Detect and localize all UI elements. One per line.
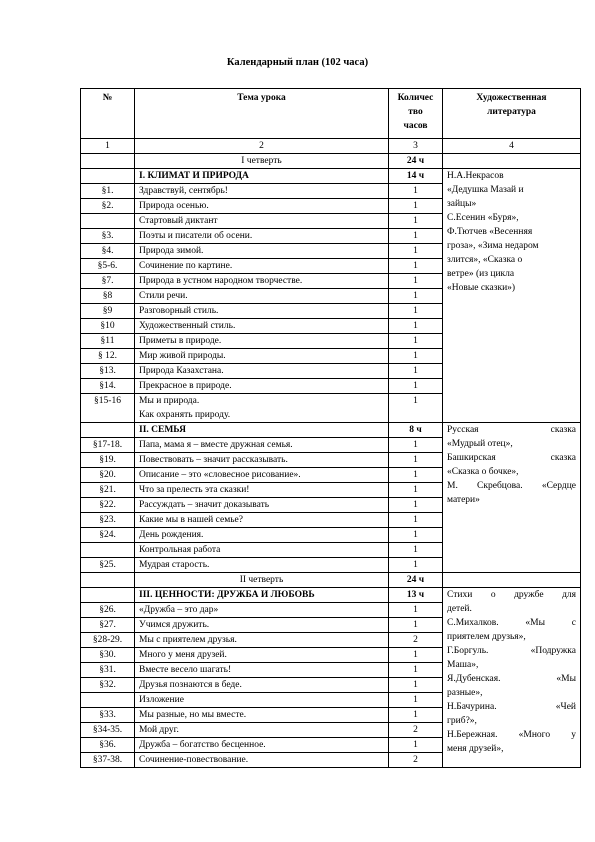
lesson-topic-cell xyxy=(135,663,389,678)
literature-word: «Сказка о бочке», xyxy=(447,467,519,477)
lesson-hours: 1 xyxy=(389,483,443,498)
lesson-hours: 2 xyxy=(389,753,443,768)
header-hours xyxy=(389,89,443,139)
literature-line xyxy=(447,714,576,728)
lesson-topic: Что за прелесть эта сказки! xyxy=(139,485,250,495)
lesson-hours: 1 xyxy=(389,678,443,693)
lesson-topic: Стартовый диктант xyxy=(139,216,218,226)
lesson-topic: Много у меня друзей. xyxy=(139,650,227,660)
literature-word: Русская xyxy=(447,425,479,435)
lesson-number: §7. xyxy=(81,274,135,289)
lesson-number: §32. xyxy=(81,678,135,693)
literature-line: «Новые сказки») xyxy=(447,283,516,293)
lesson-topic: Друзья познаются в беде. xyxy=(139,680,242,690)
section-row xyxy=(81,423,581,438)
lesson-topic-cell xyxy=(135,738,389,753)
literature-word: Маша», xyxy=(447,660,479,670)
lesson-topic: Разговорный стиль. xyxy=(139,306,219,316)
lesson-number: §25. xyxy=(81,558,135,573)
lesson-topic: «Дружба – это дар» xyxy=(139,605,219,615)
lesson-hours: 1 xyxy=(389,184,443,199)
section-num-cell xyxy=(81,423,135,438)
literature-line xyxy=(447,493,576,507)
literature-word: приятелем друзья», xyxy=(447,632,526,642)
section-title: III. ЦЕННОСТИ: ДРУЖБА И ЛЮБОВЬ xyxy=(135,588,389,603)
lesson-number: §20. xyxy=(81,468,135,483)
header-literature-line: Художественная xyxy=(476,93,547,103)
section-row xyxy=(81,588,581,603)
quarter-hours: 24 ч xyxy=(389,154,443,169)
lesson-hours: 1 xyxy=(389,498,443,513)
lesson-topic: Художественный стиль. xyxy=(139,321,236,331)
lesson-topic-cell xyxy=(135,259,389,274)
lesson-topic: Изложение xyxy=(139,695,184,705)
lesson-topic: Мы и природа. xyxy=(139,396,200,406)
literature-line xyxy=(447,686,576,700)
lesson-number: §34-35. xyxy=(81,723,135,738)
literature-line xyxy=(447,588,576,602)
lesson-number xyxy=(81,693,135,708)
literature-word: сказка xyxy=(550,425,576,435)
lesson-number: §23. xyxy=(81,513,135,528)
lesson-hours: 1 xyxy=(389,199,443,214)
literature-line xyxy=(447,742,576,756)
lesson-number xyxy=(81,543,135,558)
lesson-topic: Мы разные, но мы вместе. xyxy=(139,710,247,720)
lesson-hours: 1 xyxy=(389,513,443,528)
literature-word: меня друзей», xyxy=(447,744,504,754)
lesson-hours: 1 xyxy=(389,319,443,334)
lesson-hours: 1 xyxy=(389,364,443,379)
lesson-hours: 1 xyxy=(389,394,443,423)
lesson-number: §14. xyxy=(81,379,135,394)
lesson-topic-cell xyxy=(135,184,389,199)
lesson-topic-cell xyxy=(135,229,389,244)
lesson-hours: 1 xyxy=(389,453,443,468)
header-hours-line: Количес xyxy=(397,93,434,103)
lesson-number: §15-16 xyxy=(81,394,135,423)
header-literature xyxy=(443,89,581,139)
calendar-plan-table xyxy=(80,88,581,768)
literature-word: «Мы xyxy=(525,618,546,628)
lesson-topic-cell xyxy=(135,334,389,349)
lesson-topic: Контрольная работа xyxy=(139,545,221,555)
lesson-topic: Природа зимой. xyxy=(139,246,204,256)
section-hours: 13 ч xyxy=(389,588,443,603)
lesson-topic-cell xyxy=(135,618,389,633)
column-number: 4 xyxy=(443,139,581,154)
literature-line: зайцы» xyxy=(447,199,477,209)
lesson-topic: День рождения. xyxy=(139,530,204,540)
lesson-number: §17-18. xyxy=(81,438,135,453)
lesson-topic: Мы с приятелем друзья. xyxy=(139,635,237,645)
lesson-hours: 1 xyxy=(389,214,443,229)
lesson-topic: Стили речи. xyxy=(139,291,188,301)
literature-line: ветре» (из цикла xyxy=(447,269,515,279)
lesson-hours: 1 xyxy=(389,438,443,453)
lesson-topic: Сочинение-повествование. xyxy=(139,755,249,765)
literature-line xyxy=(447,423,576,437)
lesson-topic-cell xyxy=(135,244,389,259)
lesson-hours: 1 xyxy=(389,693,443,708)
literature-word: разные», xyxy=(447,688,483,698)
lesson-hours: 2 xyxy=(389,633,443,648)
literature-word: Г.Боргуль. xyxy=(447,646,489,656)
lesson-topic: Сочинение по картине. xyxy=(139,261,233,271)
lesson-number: §10 xyxy=(81,319,135,334)
literature-word: «Мудрый отец», xyxy=(447,439,513,449)
lesson-topic: Природа осенью. xyxy=(139,201,209,211)
literature-line xyxy=(447,465,576,479)
literature-word: «Много xyxy=(518,730,551,740)
literature-line: «Дедушка Мазай и xyxy=(447,185,524,195)
lesson-topic-cell xyxy=(135,633,389,648)
lesson-topic-cell xyxy=(135,438,389,453)
lesson-number: §13. xyxy=(81,364,135,379)
literature-cell xyxy=(443,423,581,573)
literature-word: Скребцова. xyxy=(477,481,523,491)
lesson-hours: 1 xyxy=(389,244,443,259)
literature-word: гриб?», xyxy=(447,716,477,726)
header-literature-line: литература xyxy=(487,107,536,117)
lesson-hours: 1 xyxy=(389,663,443,678)
literature-line: злится», «Сказка о xyxy=(447,255,523,265)
lesson-topic-cell xyxy=(135,274,389,289)
lesson-topic-cell xyxy=(135,319,389,334)
lesson-hours: 1 xyxy=(389,738,443,753)
quarter-row xyxy=(81,154,581,169)
lesson-topic: Вместе весело шагать! xyxy=(139,665,232,675)
lesson-topic: Повествовать – значит рассказывать. xyxy=(139,455,288,465)
section-hours: 14 ч xyxy=(389,169,443,184)
page-title: Календарный план (102 часа) xyxy=(226,57,369,68)
lesson-hours: 1 xyxy=(389,618,443,633)
lesson-topic: Здравствуй, сентябрь! xyxy=(139,186,228,196)
lesson-topic: Учимся дружить. xyxy=(139,620,210,630)
lesson-number: §2. xyxy=(81,199,135,214)
lesson-number: §4. xyxy=(81,244,135,259)
lesson-hours: 1 xyxy=(389,334,443,349)
lesson-topic: Дружба – богатство бесценное. xyxy=(139,740,266,750)
lesson-topic-cell xyxy=(135,214,389,229)
quarter-num-cell xyxy=(81,154,135,169)
lesson-topic-cell xyxy=(135,693,389,708)
lesson-topic-cell xyxy=(135,304,389,319)
lesson-number: §3. xyxy=(81,229,135,244)
lesson-number: §37-38. xyxy=(81,753,135,768)
lesson-topic-cell xyxy=(135,558,389,573)
literature-word: матери» xyxy=(447,495,480,505)
literature-line xyxy=(447,630,576,644)
header-hours-line: тво xyxy=(408,107,423,117)
lesson-number: §31. xyxy=(81,663,135,678)
lesson-topic-cell xyxy=(135,723,389,738)
column-number-row xyxy=(81,139,581,154)
literature-word: Башкирская xyxy=(447,453,496,463)
literature-word: у xyxy=(571,730,576,740)
table-body xyxy=(81,89,581,768)
lesson-number: §28-29. xyxy=(81,633,135,648)
lesson-number: §8 xyxy=(81,289,135,304)
section-title: I. КЛИМАТ И ПРИРОДА xyxy=(135,169,389,184)
lesson-hours: 1 xyxy=(389,379,443,394)
lesson-number: §21. xyxy=(81,483,135,498)
quarter-literature-cell xyxy=(443,154,581,169)
literature-line: Ф.Тютчев «Весенняя xyxy=(447,227,533,237)
lesson-topic: Природа в устном народном творчестве. xyxy=(139,276,303,286)
lesson-topic-cell xyxy=(135,603,389,618)
lesson-hours: 1 xyxy=(389,289,443,304)
lesson-topic: Мудрая старость. xyxy=(139,560,210,570)
lesson-hours: 1 xyxy=(389,558,443,573)
lesson-topic-cell xyxy=(135,364,389,379)
lesson-hours: 1 xyxy=(389,349,443,364)
literature-line: Н.А.Некрасов xyxy=(447,171,504,181)
lesson-number: §9 xyxy=(81,304,135,319)
lesson-number: §33. xyxy=(81,708,135,723)
column-number: 2 xyxy=(135,139,389,154)
literature-word: Стихи xyxy=(447,590,473,600)
section-num-cell xyxy=(81,588,135,603)
literature-line xyxy=(447,602,576,616)
quarter-row xyxy=(81,573,581,588)
literature-word: Я.Дубенская. xyxy=(447,674,501,684)
lesson-topic-cell xyxy=(135,648,389,663)
lesson-topic-cell xyxy=(135,678,389,693)
lesson-number: §27. xyxy=(81,618,135,633)
lesson-topic-cell xyxy=(135,708,389,723)
lesson-hours: 1 xyxy=(389,603,443,618)
section-num-cell xyxy=(81,169,135,184)
lesson-topic-cell xyxy=(135,513,389,528)
lesson-hours: 1 xyxy=(389,528,443,543)
lesson-topic: Какие мы в нашей семье? xyxy=(139,515,243,525)
lesson-hours: 1 xyxy=(389,648,443,663)
quarter-label: II четверть xyxy=(135,573,389,588)
lesson-topic: Прекрасное в природе. xyxy=(139,381,232,391)
lesson-topic: Приметы в природе. xyxy=(139,336,222,346)
literature-line xyxy=(447,451,576,465)
lesson-topic-cell xyxy=(135,543,389,558)
literature-word: для xyxy=(562,590,577,600)
lesson-topic: Папа, мама я – вместе дружная семья. xyxy=(139,440,293,450)
lesson-number: §11 xyxy=(81,334,135,349)
literature-word: «Чей xyxy=(555,702,576,712)
literature-line: гроза», «Зима недаром xyxy=(447,241,539,251)
lesson-number xyxy=(81,214,135,229)
lesson-hours: 1 xyxy=(389,708,443,723)
lesson-topic-cell xyxy=(135,468,389,483)
lesson-topic-cell xyxy=(135,753,389,768)
quarter-hours: 24 ч xyxy=(389,573,443,588)
column-number: 3 xyxy=(389,139,443,154)
literature-line xyxy=(447,616,576,630)
lesson-topic-cell xyxy=(135,528,389,543)
lesson-topic: Мой друг. xyxy=(139,725,179,735)
lesson-topic-cell xyxy=(135,394,389,423)
literature-line xyxy=(447,658,576,672)
literature-cell xyxy=(443,169,581,423)
literature-word: дружбе xyxy=(514,590,544,600)
literature-word: С.Михалков. xyxy=(447,618,499,628)
literature-line xyxy=(447,644,576,658)
literature-line xyxy=(447,672,576,686)
literature-word: с xyxy=(571,618,576,628)
lesson-hours: 2 xyxy=(389,723,443,738)
quarter-num-cell xyxy=(81,573,135,588)
literature-line xyxy=(447,700,576,714)
literature-word: «Подружка xyxy=(530,646,576,656)
section-title: II. СЕМЬЯ xyxy=(135,423,389,438)
lesson-number: § 12. xyxy=(81,349,135,364)
literature-line: С.Есенин «Буря», xyxy=(447,213,519,223)
lesson-number: §5-6. xyxy=(81,259,135,274)
literature-word: детей. xyxy=(447,604,472,614)
literature-word: сказка xyxy=(550,453,576,463)
literature-word: «Сердце xyxy=(541,481,576,491)
lesson-topic-cell xyxy=(135,349,389,364)
lesson-topic: Поэты и писатели об осени. xyxy=(139,231,253,241)
lesson-topic: Рассуждать – значит доказывать xyxy=(139,500,270,510)
lesson-hours: 1 xyxy=(389,259,443,274)
lesson-hours: 1 xyxy=(389,543,443,558)
lesson-topic-cell xyxy=(135,379,389,394)
literature-line xyxy=(447,479,576,493)
lesson-topic-cell xyxy=(135,483,389,498)
lesson-hours: 1 xyxy=(389,468,443,483)
literature-word: Н.Бачурина. xyxy=(447,702,497,712)
table-header-row xyxy=(81,89,581,139)
header-number: № xyxy=(81,89,135,139)
literature-cell xyxy=(443,588,581,768)
header-topic: Тема урока xyxy=(135,89,389,139)
lesson-topic-cell xyxy=(135,289,389,304)
lesson-topic-cell xyxy=(135,498,389,513)
lesson-number: §22. xyxy=(81,498,135,513)
lesson-topic-cell xyxy=(135,199,389,214)
quarter-label: I четверть xyxy=(135,154,389,169)
quarter-literature-cell xyxy=(443,573,581,588)
header-hours-line: часов xyxy=(403,121,428,131)
lesson-topic: Мир живой природы. xyxy=(139,351,226,361)
literature-word: Н.Бережная. xyxy=(447,730,498,740)
lesson-number: §26. xyxy=(81,603,135,618)
column-number: 1 xyxy=(81,139,135,154)
section-hours: 8 ч xyxy=(389,423,443,438)
lesson-hours: 1 xyxy=(389,304,443,319)
section-row xyxy=(81,169,581,184)
lesson-hours: 1 xyxy=(389,274,443,289)
lesson-number: §24. xyxy=(81,528,135,543)
lesson-topic: Описание – это «словесное рисование». xyxy=(139,470,301,480)
lesson-hours: 1 xyxy=(389,229,443,244)
lesson-topic: Как охранять природу. xyxy=(139,410,231,420)
lesson-number: §1. xyxy=(81,184,135,199)
lesson-topic: Природа Казахстана. xyxy=(139,366,224,376)
lesson-number: §30. xyxy=(81,648,135,663)
lesson-number: §19. xyxy=(81,453,135,468)
literature-word: М. xyxy=(447,481,458,491)
literature-word: «Мы xyxy=(556,674,576,684)
lesson-topic-cell xyxy=(135,453,389,468)
literature-word: о xyxy=(490,590,496,600)
lesson-number: §36. xyxy=(81,738,135,753)
literature-line xyxy=(447,437,576,451)
literature-line xyxy=(447,728,576,742)
